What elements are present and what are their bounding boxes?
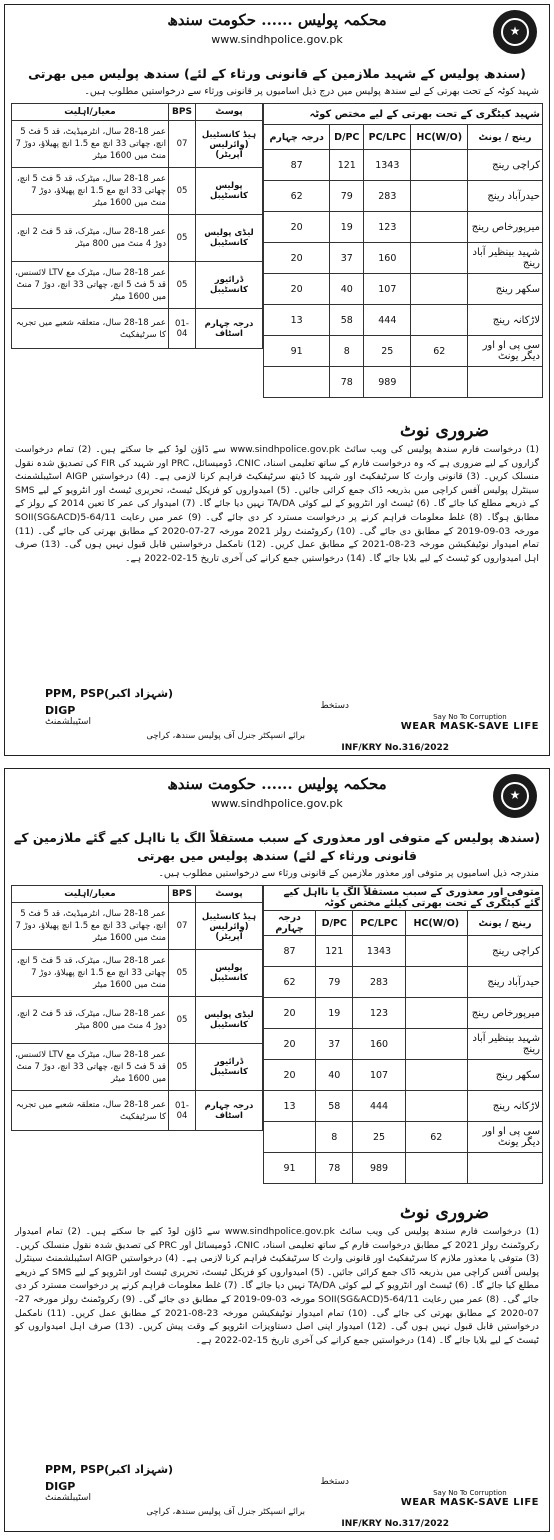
- slogan-block: [401, 1489, 539, 1508]
- region-name: سی پی او اور دیگر یونٹ: [468, 1122, 543, 1153]
- tables-area: [11, 885, 543, 1201]
- signatory-name: PPM, PSP(شہزاد اکبر): [45, 1463, 174, 1476]
- quota-table: [263, 885, 543, 1184]
- post-name: ڈرائیور کانسٹیبل: [196, 1044, 263, 1091]
- region-row: [264, 998, 543, 1029]
- dpc-count: 121: [316, 936, 353, 967]
- dpc-count: 78: [316, 1153, 353, 1184]
- region-row: [264, 305, 543, 336]
- post-row: [12, 309, 263, 349]
- dpc-count: 19: [330, 212, 364, 243]
- class4-count: 20: [264, 1060, 316, 1091]
- slogan: WEAR MASK-SAVE LIFE: [400, 1497, 539, 1508]
- dpc-count: 37: [316, 1029, 353, 1060]
- department-title: محکمہ پولیس ...... حکومت سندھ: [167, 775, 387, 793]
- region-name: لاڑکانہ رینج: [468, 305, 543, 336]
- quota-caption: متوفی اور معذوری کے سبب مستقلاً الگ یا نااہل کیے گئے کیٹگری کے تحت بھرتی کیلئے مختص کوٹہ: [264, 886, 543, 911]
- post-name: درجہ چہارم اسٹاف: [196, 309, 263, 349]
- pc-count: 123: [353, 998, 405, 1029]
- region-row: [264, 336, 543, 367]
- qualification-table: [11, 885, 263, 1131]
- hc-count: [405, 1091, 467, 1122]
- class4-count: 87: [264, 150, 330, 181]
- hc-header: HC(W/O): [411, 125, 468, 150]
- region-name: حیدرآباد رینج: [468, 967, 543, 998]
- dpc-count: 8: [330, 336, 364, 367]
- post-qualification: عمر 18-28 سال، میٹرک مع LTV لائسنس، قد 5 فٹ 5 انچ، چھاتی 33 انچ، دوڑ 7 منٹ میں 1600 میٹر: [12, 1044, 169, 1091]
- pc-count: 989: [364, 367, 411, 398]
- hc-count: [405, 998, 467, 1029]
- region-row: [264, 1029, 543, 1060]
- hc-count: [405, 1029, 467, 1060]
- bps-header: BPS: [169, 104, 196, 121]
- hc-count: [411, 150, 468, 181]
- pc-count: 123: [364, 212, 411, 243]
- post-qualification: عمر 18-28 سال، میٹرک، قد 5 فٹ 2 انچ، دوڑ 4 منٹ میں 800 میٹر: [12, 215, 169, 262]
- region-row: [264, 243, 543, 274]
- signatory-for: برائے انسپکٹر جنرل آف پولیس سندھ، کراچی: [146, 1507, 305, 1517]
- dpc-count: 40: [330, 274, 364, 305]
- signatory-dept: اسٹیبلشمنٹ: [45, 717, 91, 727]
- post-qualification: عمر 18-28 سال، میٹرک، قد 5 فٹ 5 انچ، چھاتی 33 انچ مع 1.5 انچ پھیلاؤ، دوڑ 7 منٹ میں 1600 میٹر: [12, 168, 169, 215]
- hc-count: [405, 967, 467, 998]
- region-row: [264, 212, 543, 243]
- dpc-header: D/PC: [316, 911, 353, 936]
- dpc-count: 58: [330, 305, 364, 336]
- class4-count: 91: [264, 1153, 316, 1184]
- pc-count: 444: [353, 1091, 405, 1122]
- region-row: [264, 1060, 543, 1091]
- post-bps: 05: [169, 168, 196, 215]
- region-row: [264, 1153, 543, 1184]
- signature-block: [45, 687, 305, 741]
- slogan: WEAR MASK-SAVE LIFE: [400, 721, 539, 732]
- region-name: سکھر رینج: [468, 1060, 543, 1091]
- dpc-count: 79: [316, 967, 353, 998]
- region-name: حیدرآباد رینج: [468, 181, 543, 212]
- dpc-count: 79: [330, 181, 364, 212]
- class4-count: 20: [264, 1029, 316, 1060]
- important-notes: (1) درخواست فارم سندھ پولیس کی ویب سائٹ www.sindhpolice.gov.pk سے ڈاؤن لوڈ کیے جا سکتے ہیں۔ (2) تمام امیدوار رکروٹمنٹ رولز 2021 کے مطابق درخواست فارم کے ساتھ تعلیمی اسناد، CNIC، ڈومیسائل اور PRC کی تصدیق شدہ نقول منسلک کریں۔ (3) متوفی یا معذور ملازم کا سرٹیفکیٹ اور قانونی وارث کا سرٹیفکیٹ فراہم کرنا لازمی ہے۔ (4) درخواستیں AIGP اسٹیبلشمنٹ سینٹرل پولیس آفس کراچی میں بذریعہ ڈاک جمع کرائی جائیں۔ (5) امیدواروں کو فزیکل ٹیسٹ، تحریری ٹیسٹ اور انٹرویو کے لیے SMS کے ذریعے مطلع کیا جائے گا۔ (6) ٹیسٹ اور انٹرویو کے لیے کوئی TA/DA نہیں دیا جائے گا۔ (7) غلط معلومات فراہم کرنے پر درخواست مسترد کر دی جائے گی۔ (8) عمر میں رعایت SOII(SG&ACD)5-64/11 مورخہ 03-09-2019 کے مطابق دی جائے گی۔ (9) رکروٹمنٹ رولز مورخہ 27-07-2020 کے مطابق بھرتی کی جائے گی۔ (10) تمام امیدوار نوٹیفکیشن مورخہ 23-08-2021 کے مطابق عمل کریں۔ (11) نامکمل درخواستیں قابل قبول نہیں ہوں گی۔ (12) امیدوار اپنی اصل دستاویزات انٹرویو کے وقت پیش کریں۔ (13) صرف اہل امیدواروں کو ٹیسٹ کے لیے بلایا جائے گا۔ (14) درخواستیں جمع کرانے کی آخری تاریخ 15-02-2022 ہے۔: [15, 1226, 540, 1346]
- class4-count: 62: [264, 967, 316, 998]
- region-header: رینج / یونٹ: [468, 125, 543, 150]
- region-name: شہید بینظیر آباد رینج: [468, 243, 543, 274]
- post-bps: 07: [169, 121, 196, 168]
- website-url: www.sindhpolice.gov.pk: [211, 797, 343, 810]
- class4-count: [264, 367, 330, 398]
- class4-count: 20: [264, 998, 316, 1029]
- tables-area: [11, 103, 543, 419]
- post-bps: 05: [169, 1044, 196, 1091]
- dpc-count: 8: [316, 1122, 353, 1153]
- region-row: [264, 274, 543, 305]
- hc-count: [411, 305, 468, 336]
- post-bps: 05: [169, 262, 196, 309]
- pc-count: 989: [353, 1153, 405, 1184]
- signature-block: [45, 1463, 305, 1517]
- post-bps: 01-04: [169, 1091, 196, 1131]
- post-row: [12, 1091, 263, 1131]
- dpc-count: 37: [330, 243, 364, 274]
- pc-count: 283: [353, 967, 405, 998]
- region-header: رینج / یونٹ: [468, 911, 543, 936]
- post-qualification: عمر 18-28 سال، میٹرک مع LTV لائسنس، قد 5 فٹ 5 انچ، چھاتی 33 انچ، دوڑ 7 منٹ میں 1600 میٹر: [12, 262, 169, 309]
- hc-header: HC(W/O): [405, 911, 467, 936]
- dpc-count: 19: [316, 998, 353, 1029]
- department-title: محکمہ پولیس ...... حکومت سندھ: [167, 11, 387, 29]
- signatory-title: DIGP: [45, 704, 76, 717]
- website-url: www.sindhpolice.gov.pk: [211, 33, 343, 46]
- sindh-police-logo-icon: ★: [493, 10, 537, 54]
- region-name: شہید بینظیر آباد رینج: [468, 1029, 543, 1060]
- post-name: ہیڈ کانسٹیبل (وائرلیس آپریٹر): [196, 903, 263, 950]
- slogan-small: Say No To Corruption: [433, 713, 507, 721]
- hc-count: [411, 367, 468, 398]
- ad-header: [5, 769, 549, 829]
- pc-count: 107: [353, 1060, 405, 1091]
- slogan-block: [401, 713, 539, 732]
- pc-count: 25: [353, 1122, 405, 1153]
- ad-footer: [5, 683, 549, 755]
- criteria-header: معیار/اہلیت: [12, 104, 169, 121]
- hc-count: 62: [405, 1122, 467, 1153]
- post-qualification: عمر 18-28 سال، انٹرمیڈیٹ، قد 5 فٹ 5 انچ، چھاتی 33 انچ مع 1.5 انچ پھیلاؤ، دوڑ 7 منٹ میں 1600 میٹر: [12, 903, 169, 950]
- class4-count: 91: [264, 336, 330, 367]
- pc-count: 160: [353, 1029, 405, 1060]
- advertisement-2: [4, 768, 550, 1532]
- dpc-count: 58: [316, 1091, 353, 1122]
- pc-count: 1343: [353, 936, 405, 967]
- notes-heading: ضروری نوٹ: [400, 421, 489, 441]
- pc-count: 25: [364, 336, 411, 367]
- post-bps: 05: [169, 950, 196, 997]
- ad-footer: [5, 1459, 549, 1531]
- dpc-count: 78: [330, 367, 364, 398]
- post-bps: 01-04: [169, 309, 196, 349]
- post-name: لیڈی پولیس کانسٹیبل: [196, 997, 263, 1044]
- signatory-dept: اسٹیبلشمنٹ: [45, 1493, 91, 1503]
- important-notes: (1) درخواست فارم سندھ پولیس کی ویب سائٹ www.sindhpolice.gov.pk سے ڈاؤن لوڈ کیے جا سکتے ہیں۔ (2) تمام درخواست گزاروں کے لیے ضروری ہے کہ وہ درخواست فارم کے ساتھ تعلیمی اسناد، CNIC، ڈومیسائل، PRC اور شہید کی FIR کی تصدیق شدہ نقول منسلک کریں۔ (3) قانونی وارث کا سرٹیفکیٹ اور شہید کا ڈیتھ سرٹیفکیٹ فراہم کرنا لازمی ہے۔ (4) درخواستیں AIGP اسٹیبلشمنٹ سینٹرل پولیس آفس کراچی میں بذریعہ ڈاک جمع کرائی جائیں۔ (5) امیدواروں کو فزیکل ٹیسٹ، تحریری ٹیسٹ اور انٹرویو کے لیے SMS کے ذریعے مطلع کیا جائے گا۔ (6) ٹیسٹ اور انٹرویو کے لیے کوئی TA/DA نہیں دیا جائے گا۔ (7) امیدوار کی عمر کا تعین 2014 کے رولز کے مطابق ہوگا۔ (8) غلط معلومات فراہم کرنے پر درخواست مسترد کر دی جائے گی۔ (9) عمر میں رعایت SOII(SG&ACD)5-64/11 مورخہ 03-09-2019 کے مطابق دی جائے گی۔ (10) رکروٹمنٹ رولز 2021 مورخہ 27-07-2020 کے مطابق بھرتی کی جائے گی۔ (11) تمام امیدوار نوٹیفکیشن مورخہ 23-08-2021 کے مطابق عمل کریں۔ (12) نامکمل درخواستیں قابل قبول نہیں ہوں گی۔ (13) صرف اہل امیدواروں کو ٹیسٹ کے لیے بلایا جائے گا۔ (14) درخواستیں جمع کرانے کی آخری تاریخ 15-02-2022 ہے۔: [15, 444, 539, 564]
- region-row: [264, 936, 543, 967]
- class4-header: درجہ چہارم: [264, 125, 330, 150]
- post-row: [12, 121, 263, 168]
- quota-table: [263, 103, 543, 398]
- post-bps: 05: [169, 215, 196, 262]
- reference-number: INF/KRY No.316/2022: [341, 743, 449, 753]
- post-row: [12, 215, 263, 262]
- reference-number: INF/KRY No.317/2022: [341, 1519, 449, 1529]
- post-name: ہیڈ کانسٹیبل (وائرلیس آپریٹر): [196, 121, 263, 168]
- post-qualification: عمر 18-28 سال، متعلقہ شعبے میں تجربہ کا سرٹیفکیٹ: [12, 309, 169, 349]
- ad-header: [5, 5, 549, 65]
- post-bps: 05: [169, 997, 196, 1044]
- post-header: پوسٹ: [196, 886, 263, 903]
- region-row: [264, 181, 543, 212]
- post-header: پوسٹ: [196, 104, 263, 121]
- post-qualification: عمر 18-28 سال، میٹرک، قد 5 فٹ 2 انچ، دوڑ 4 منٹ میں 800 میٹر: [12, 997, 169, 1044]
- pc-count: 1343: [364, 150, 411, 181]
- dpc-count: 121: [330, 150, 364, 181]
- post-name: درجہ چہارم اسٹاف: [196, 1091, 263, 1131]
- post-row: [12, 950, 263, 997]
- hc-count: 62: [411, 336, 468, 367]
- pc-count: 107: [364, 274, 411, 305]
- region-row: [264, 367, 543, 398]
- hc-count: [411, 212, 468, 243]
- class4-count: 20: [264, 212, 330, 243]
- post-name: لیڈی پولیس کانسٹیبل: [196, 215, 263, 262]
- post-row: [12, 1044, 263, 1091]
- region-name: سی پی او اور دیگر یونٹ: [468, 336, 543, 367]
- dpc-count: 40: [316, 1060, 353, 1091]
- post-qualification: عمر 18-28 سال، متعلقہ شعبے میں تجربہ کا سرٹیفکیٹ: [12, 1091, 169, 1131]
- post-row: [12, 262, 263, 309]
- pc-count: 444: [364, 305, 411, 336]
- post-qualification: عمر 18-28 سال، میٹرک، قد 5 فٹ 5 انچ، چھاتی 33 انچ مع 1.5 انچ پھیلاؤ، دوڑ 7 منٹ میں 1600 میٹر: [12, 950, 169, 997]
- pc-count: 160: [364, 243, 411, 274]
- signature-label: دستخط: [320, 701, 349, 711]
- hc-count: [405, 936, 467, 967]
- post-qualification: عمر 18-28 سال، انٹرمیڈیٹ، قد 5 فٹ 5 انچ، چھاتی 33 انچ مع 1.5 انچ پھیلاؤ، دوڑ 7 منٹ میں 1600 میٹر: [12, 121, 169, 168]
- region-row: [264, 1122, 543, 1153]
- class4-count: 13: [264, 305, 330, 336]
- hc-count: [405, 1060, 467, 1091]
- region-name: [468, 367, 543, 398]
- post-row: [12, 997, 263, 1044]
- hc-count: [411, 243, 468, 274]
- region-row: [264, 1091, 543, 1122]
- region-name: سکھر رینج: [468, 274, 543, 305]
- hc-count: [405, 1153, 467, 1184]
- slogan-small: Say No To Corruption: [433, 1489, 507, 1497]
- class4-count: 62: [264, 181, 330, 212]
- post-name: پولیس کانسٹیبل: [196, 168, 263, 215]
- class4-count: [264, 1122, 316, 1153]
- bps-header: BPS: [169, 886, 196, 903]
- class4-count: 20: [264, 243, 330, 274]
- signature-label: دستخط: [320, 1477, 349, 1487]
- class4-count: 87: [264, 936, 316, 967]
- class4-header: درجہ چہارم: [264, 911, 316, 936]
- ad-intro: شہید کوٹہ کے تحت بھرتی کے لیے سندھ پولیس میں درج ذیل اسامیوں پر قانونی ورثاء سے درخواستیں مطلوب ہیں۔: [84, 86, 539, 97]
- pc-header: PC/LPC: [364, 125, 411, 150]
- post-name: پولیس کانسٹیبل: [196, 950, 263, 997]
- region-row: [264, 967, 543, 998]
- ad-intro: مندرجہ ذیل اسامیوں پر متوفی اور معذور ملازمین کے قانونی ورثاء سے درخواستیں مطلوب ہیں۔: [158, 868, 539, 879]
- criteria-header: معیار/اہلیت: [12, 886, 169, 903]
- signatory-name: PPM, PSP(شہزاد اکبر): [45, 687, 174, 700]
- region-name: کراچی رینج: [468, 936, 543, 967]
- pc-header: PC/LPC: [353, 911, 405, 936]
- ad-title: (سندھ پولیس کے متوفی اور معذوری کے سبب مستقلاً الگ یا نااہل کیے گئے ملازمین کے قانونی ورثاء کے لئے) سندھ پولیس میں بھرتی: [13, 830, 541, 863]
- notes-heading: ضروری نوٹ: [400, 1203, 489, 1223]
- advertisement-1: [4, 4, 550, 756]
- region-name: میرپورخاص رینج: [468, 998, 543, 1029]
- region-row: [264, 150, 543, 181]
- signatory-title: DIGP: [45, 1480, 76, 1493]
- post-row: [12, 903, 263, 950]
- class4-count: 13: [264, 1091, 316, 1122]
- region-name: لاڑکانہ رینج: [468, 1091, 543, 1122]
- sindh-police-logo-icon: ★: [493, 774, 537, 818]
- hc-count: [411, 181, 468, 212]
- class4-count: 20: [264, 274, 330, 305]
- pc-count: 283: [364, 181, 411, 212]
- post-name: ڈرائیور کانسٹیبل: [196, 262, 263, 309]
- hc-count: [411, 274, 468, 305]
- post-bps: 07: [169, 903, 196, 950]
- signatory-for: برائے انسپکٹر جنرل آف پولیس سندھ، کراچی: [146, 731, 305, 741]
- dpc-header: D/PC: [330, 125, 364, 150]
- post-row: [12, 168, 263, 215]
- region-name: میرپورخاص رینج: [468, 212, 543, 243]
- ad-title: (سندھ پولیس کے شہید ملازمین کے قانونی ورثاء کے لئے) سندھ پولیس میں بھرتی: [28, 66, 526, 81]
- region-name: کراچی رینج: [468, 150, 543, 181]
- region-name: [468, 1153, 543, 1184]
- quota-caption: شہید کیٹگری کے تحت بھرتی کے لیے مختص کوٹہ: [264, 104, 543, 125]
- qualification-table: [11, 103, 263, 349]
